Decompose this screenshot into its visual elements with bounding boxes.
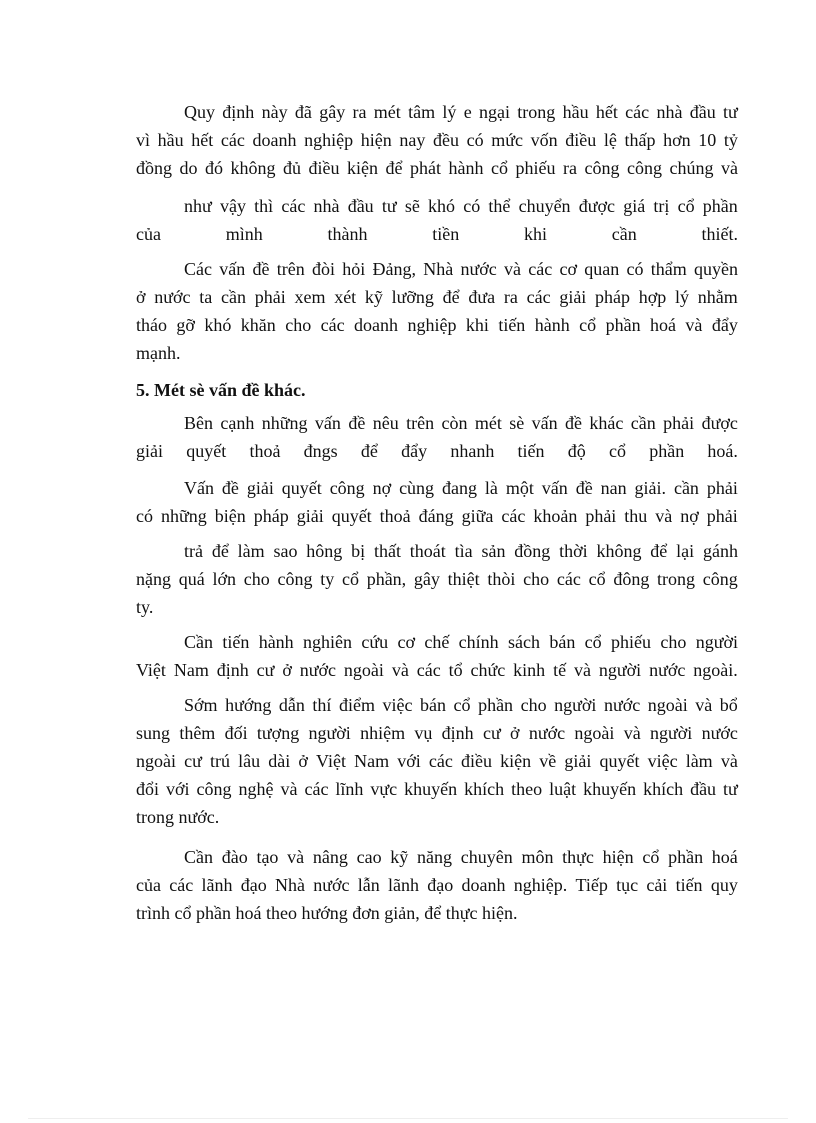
paragraph-4-line-2 — [136, 440, 738, 462]
word: của — [136, 224, 161, 244]
section-heading: 5. Mét sè vấn đề khác. — [136, 380, 306, 400]
paragraph-3-line-1: Các vấn đề trên đòi hỏi Đảng, Nhà nước và các cơ quan có thẩm quyền — [184, 259, 738, 279]
paragraph-1-line-1: Quy định này đã gây ra mét tâm lý e ngại trong hầu hết các nhà đầu tư — [184, 102, 738, 122]
paragraph-5-line-1: Vấn đề giải quyết công nợ cùng đang là một vấn đề nan giải. cần phải — [184, 478, 738, 498]
paragraph-2-line-2 — [136, 223, 738, 245]
paragraph-2-line-1: như vậy thì các nhà đầu tư sẽ khó có thể chuyển được giá trị cổ phần — [184, 196, 738, 216]
paragraph-4-line-1: Bên cạnh những vấn đề nêu trên còn mét sè vấn đề khác cần phải được — [184, 413, 738, 433]
paragraph-3-line-4: mạnh. — [136, 343, 181, 363]
word: thoả — [249, 441, 281, 461]
paragraph-6-line-2: nặng quá lớn cho công ty cổ phần, gây thiệt thòi cho các cổ đông trong công — [136, 569, 738, 589]
word: nhanh — [450, 441, 495, 461]
word: khi — [524, 224, 548, 244]
word: cần — [611, 224, 637, 244]
paragraph-8-line-4: đổi với công nghệ và các lĩnh vực khuyến khích theo luật khuyến khích đầu tư — [136, 779, 738, 799]
paragraph-7-line-2: Việt Nam định cư ở nước ngoài và các tổ chức kinh tế và người nước ngoài. — [136, 660, 738, 680]
paragraph-8-line-3: ngoài cư trú lâu dài ở Việt Nam với các điều kiện về giải quyết việc làm và — [136, 751, 738, 771]
paragraph-9-line-1: Cần đào tạo và nâng cao kỹ năng chuyên môn thực hiện cổ phần hoá — [184, 847, 738, 867]
paragraph-6-line-3: ty. — [136, 597, 154, 617]
page-bottom-edge — [28, 1118, 788, 1119]
paragraph-1-line-2: vì hầu hết các doanh nghiệp hiện nay đều có mức vốn điều lệ thấp hơn 10 tỷ — [136, 130, 738, 150]
word: thiết. — [701, 224, 738, 244]
paragraph-8-line-2: sung thêm đối tượng người nhiệm vụ định cư ở nước ngoài và người nước — [136, 723, 738, 743]
word: đngs — [303, 441, 338, 461]
word: mình — [225, 224, 263, 244]
word: tiến — [517, 441, 545, 461]
word: quyết — [186, 441, 227, 461]
word: độ — [567, 441, 586, 461]
paragraph-5-line-2: có những biện pháp giải quyết thoả đáng giữa các khoản phải thu và nợ phải — [136, 506, 738, 526]
paragraph-3-line-2: ở nước ta cần phải xem xét kỹ lưỡng để đưa ra các giải pháp hợp lý nhằm — [136, 287, 738, 307]
word: phần — [649, 441, 685, 461]
word: đẩy — [401, 441, 428, 461]
word: thành — [327, 224, 368, 244]
paragraph-7-line-1: Cần tiến hành nghiên cứu cơ chế chính sách bán cổ phiếu cho người — [184, 632, 738, 652]
word: giải — [136, 441, 163, 461]
word: cổ — [608, 441, 626, 461]
paragraph-3-line-3: tháo gỡ khó khăn cho các doanh nghiệp khi tiến hành cổ phần hoá và đẩy — [136, 315, 738, 335]
paragraph-6-line-1: trả để làm sao hông bị thất thoát tìa sản đồng thời không để lại gánh — [184, 541, 738, 561]
word: hoá. — [707, 441, 738, 461]
word: để — [360, 441, 378, 461]
paragraph-9-line-2: của các lãnh đạo Nhà nước lẫn lãnh đạo doanh nghiệp. Tiếp tục cải tiến quy — [136, 875, 738, 895]
paragraph-8-line-5: trong nước. — [136, 807, 220, 827]
paragraph-8-line-1: Sớm hướng dẫn thí điểm việc bán cổ phần cho người nước ngoài và bổ — [184, 695, 738, 715]
paragraph-9-line-3: trình cổ phần hoá theo hướng đơn giản, để thực hiện. — [136, 903, 518, 923]
word: tiền — [432, 224, 460, 244]
paragraph-1-line-3: đồng do đó không đủ điều kiện để phát hành cổ phiếu ra công công chúng và — [136, 158, 738, 178]
